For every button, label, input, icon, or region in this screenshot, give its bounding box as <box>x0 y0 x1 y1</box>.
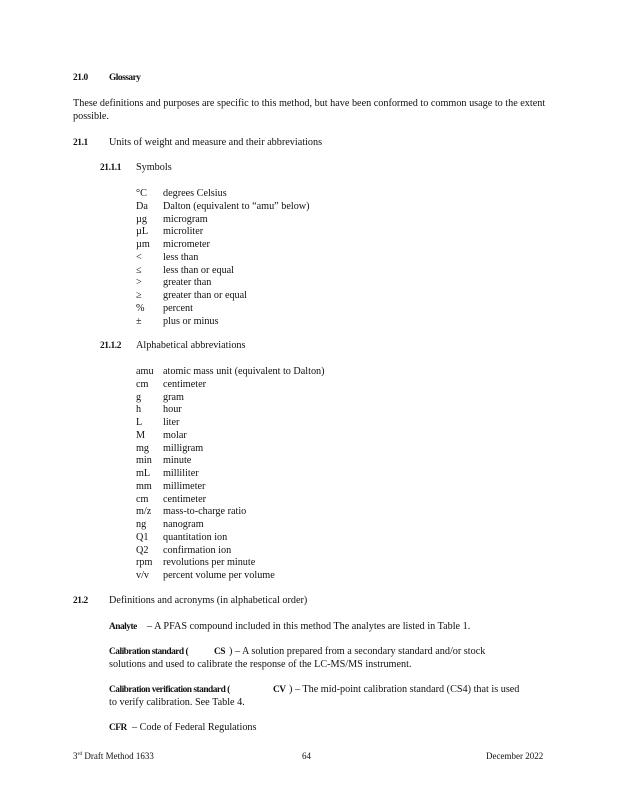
abbreviation-key: mg <box>136 442 150 454</box>
symbol-row <box>136 290 310 303</box>
abbreviation-definition: nanogram <box>163 519 204 530</box>
abbreviation-row <box>136 570 325 583</box>
abbreviation-key: M <box>136 429 146 441</box>
symbol-row <box>136 214 310 227</box>
abbreviation-row <box>136 443 325 456</box>
abbreviation-definition: milligram <box>163 442 204 454</box>
symbol-definition: plus or minus <box>163 315 219 327</box>
symbol-definition: degrees Celsius <box>163 188 227 199</box>
term-cfr: CFR <box>109 723 127 733</box>
term-analyte: Analyte <box>109 622 137 632</box>
abbreviation-definition: percent volume per volume <box>163 570 275 581</box>
abbr-cv: CV <box>273 685 286 695</box>
abbreviation-row <box>136 532 325 545</box>
symbol-definition: percent <box>163 302 193 314</box>
symbol-key: ± <box>136 315 142 327</box>
abbreviation-row <box>136 481 325 494</box>
symbol-key: < <box>136 251 142 263</box>
symbol-row <box>136 239 310 252</box>
abbreviation-key: mm <box>136 480 152 492</box>
subsection-number-21-1-2: 21.1.2 <box>100 341 122 351</box>
abbreviation-row <box>136 430 325 443</box>
symbol-definition: microgram <box>163 213 208 225</box>
subsection-number-21-1-1: 21.1.1 <box>100 163 122 173</box>
abbreviation-definition: gram <box>163 391 184 403</box>
abbreviation-row <box>136 392 325 405</box>
section-number: 21.0 <box>73 73 88 83</box>
abbreviation-key: amu <box>136 366 154 377</box>
abbreviation-definition: liter <box>163 417 180 428</box>
subsection-number-21-1: 21.1 <box>73 138 88 148</box>
symbol-row <box>136 316 310 329</box>
abbreviation-key: v/v <box>136 570 150 581</box>
definition-cfr: – Code of Federal Regulations <box>132 722 257 733</box>
term-calibration-standard: Calibration standard ( <box>109 647 189 657</box>
abbreviation-row <box>136 506 325 519</box>
abbreviation-definition: centimeter <box>163 493 206 505</box>
abbreviation-definition: minute <box>163 455 192 467</box>
abbreviation-definition: molar <box>163 429 187 441</box>
abbreviation-row <box>136 455 325 468</box>
symbol-definition: microliter <box>163 226 204 238</box>
subsection-number-21-2: 21.2 <box>73 596 88 606</box>
abbreviation-row <box>136 366 325 379</box>
symbol-definition: Dalton (equivalent to “amu” below) <box>163 200 310 212</box>
abbreviation-key: min <box>136 455 152 467</box>
subsection-title-symbols: Symbols <box>136 162 172 173</box>
abbreviation-row <box>136 519 325 532</box>
symbol-row <box>136 252 310 265</box>
abbreviation-key: m/z <box>136 506 152 518</box>
subsection-title-21-1: Units of weight and measure and their abbreviations <box>109 137 323 148</box>
symbol-definition: less than or equal <box>163 264 235 276</box>
abbreviation-definition: milliliter <box>163 468 199 479</box>
abbreviation-row <box>136 494 325 507</box>
symbol-definition: micrometer <box>163 239 210 250</box>
abbreviation-definition: atomic mass unit (equivalent to Dalton) <box>163 366 325 377</box>
symbol-row <box>136 303 310 316</box>
symbols-table <box>136 188 310 328</box>
symbol-definition: greater than or equal <box>163 290 248 301</box>
definition-cs-line1: ) – A solution prepared from a secondary standard and/or stock <box>229 646 486 657</box>
symbol-key: µg <box>136 213 147 225</box>
footer-date: December 2022 <box>486 751 544 761</box>
abbreviation-definition: centimeter <box>163 378 206 390</box>
definition-analyte: – A PFAS compound included in this method The analytes are listed in Table 1. <box>147 621 471 632</box>
symbol-key: Da <box>136 200 148 212</box>
abbreviation-key: rpm <box>136 557 153 569</box>
abbreviation-key: cm <box>136 378 149 390</box>
abbreviation-definition: millimeter <box>163 480 206 492</box>
symbol-row <box>136 277 310 290</box>
abbreviation-definition: revolutions per minute <box>163 557 256 569</box>
abbreviations-table <box>136 366 325 583</box>
symbol-key: % <box>136 302 145 314</box>
symbol-definition: greater than <box>163 277 212 289</box>
abbreviation-key: ng <box>136 519 147 530</box>
symbol-row <box>136 188 310 201</box>
abbreviation-row <box>136 468 325 481</box>
abbreviation-key: Q1 <box>136 531 149 543</box>
symbol-key: > <box>136 277 142 289</box>
abbreviation-key: g <box>136 391 142 403</box>
abbreviation-definition: mass-to-charge ratio <box>163 506 247 518</box>
symbol-key: ≤ <box>136 264 142 276</box>
footer-method-label: 3rd Draft Method 1633 <box>73 751 154 761</box>
abbreviation-row <box>136 545 325 558</box>
symbol-key: °C <box>136 188 147 199</box>
section-title: Glossary <box>109 73 141 83</box>
abbreviation-key: cm <box>136 493 149 505</box>
symbol-definition: less than <box>163 251 199 263</box>
abbreviation-key: Q2 <box>136 544 149 556</box>
symbol-row <box>136 201 310 214</box>
abbreviation-key: L <box>136 417 143 428</box>
subsection-title-abbreviations: Alphabetical abbreviations <box>136 340 246 351</box>
subsection-title-definitions: Definitions and acronyms (in alphabetical order) <box>109 595 308 606</box>
symbol-key: ≥ <box>136 290 142 301</box>
page-number: 64 <box>302 751 311 761</box>
abbreviation-row <box>136 379 325 392</box>
symbol-key: µm <box>136 239 150 250</box>
definition-cs-line2: solutions and used to calibrate the response of the LC-MS/MS instrument. <box>109 659 412 670</box>
abbreviation-row <box>136 404 325 417</box>
abbreviation-key: mL <box>136 468 151 479</box>
abbr-cs: CS <box>214 647 225 657</box>
abbreviation-row <box>136 557 325 570</box>
definition-cv-line1: ) – The mid-point calibration standard (CS4) that is used <box>289 684 520 695</box>
symbol-row <box>136 226 310 239</box>
term-calibration-verification-standard: Calibration verification standard ( <box>109 685 230 695</box>
definition-cv-line2: to verify calibration. See Table 4. <box>109 697 245 708</box>
symbol-key: µL <box>136 226 149 238</box>
abbreviation-definition: confirmation ion <box>163 544 232 556</box>
intro-paragraph: These definitions and purposes are specific to this method, but have been conformed to common usage to the extent possible. <box>73 98 546 122</box>
abbreviation-definition: hour <box>163 404 182 416</box>
abbreviation-key: h <box>136 404 142 416</box>
abbreviation-definition: quantitation ion <box>163 531 228 543</box>
abbreviation-row <box>136 417 325 430</box>
symbol-row <box>136 265 310 278</box>
